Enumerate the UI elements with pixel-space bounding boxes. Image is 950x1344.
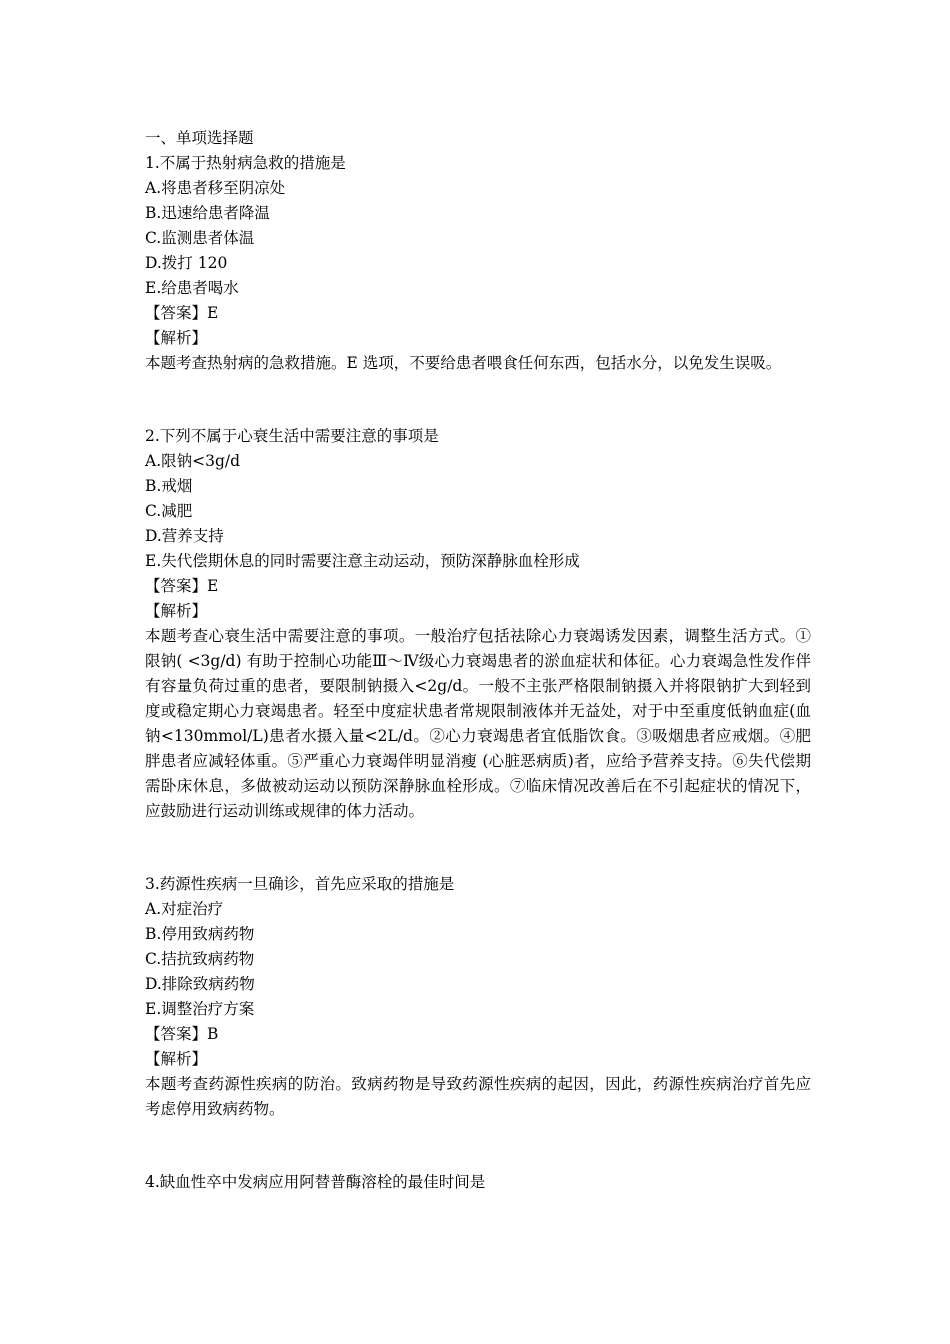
option-b: B.戒烟 [145,477,193,495]
option-c: C.拮抗致病药物 [145,950,255,968]
analysis-text: 本题考查热射病的急救措施。E 选项，不要给患者喂食任何东西，包括水分，以免发生误吸。 [145,354,782,372]
option-c: C.监测患者体温 [145,229,255,247]
question-stem: 4.缺血性卒中发病应用阿替普酶溶栓的最佳时间是 [145,1173,486,1191]
option-b: B.停用致病药物 [145,925,255,943]
question-stem: 2.下列不属于心衰生活中需要注意的事项是 [145,427,439,445]
section-title: 一、单项选择题 [145,129,254,147]
document-page [145,126,811,1195]
question-3 [145,872,811,1122]
analysis-text: 本题考查心衰生活中需要注意的事项。一般治疗包括祛除心力衰竭诱发因素，调整生活方式。①限钠( <3g/d) 有助于控制心功能Ⅲ～Ⅳ级心力衰竭患者的淤血症状和体征。心力衰竭急性发作伴有容量负荷过重的患者，要限制钠摄入<2g/d。一般不主张严格限制钠摄入并将限钠扩大到轻到度或稳定期心力衰竭患者。轻至中度症状患者常规限制液体并无益处，对于中至重度低钠血症(血钠<130mmol/L)患者水摄入量<2L/d。②心力衰竭患者宜低脂饮食。③吸烟患者应戒烟。④肥胖患者应减轻体重。⑤严重心力衰竭伴明显消瘦 (心脏恶病质)者，应给予营养支持。⑥失代偿期需卧床休息，多做被动运动以预防深静脉血栓形成。⑦临床情况改善后在不引起症状的情况下，应鼓励进行运动训练或规律的体力活动。 [145,627,811,820]
option-c: C.减肥 [145,502,193,520]
analysis-label: 【解析】 [145,329,208,347]
option-d: D.排除致病药物 [145,975,255,993]
answer: 【答案】E [145,577,219,595]
spacer [145,824,811,872]
spacer [145,376,811,424]
option-a: A.将患者移至阴凉处 [145,179,286,197]
analysis-label: 【解析】 [145,1050,208,1068]
option-a: A.对症治疗 [145,900,224,918]
question-4 [145,1170,811,1195]
analysis-label: 【解析】 [145,602,208,620]
option-e: E.失代偿期休息的同时需要注意主动运动，预防深静脉血栓形成 [145,552,580,570]
spacer [145,1122,811,1170]
option-e: E.给患者喝水 [145,279,239,297]
option-b: B.迅速给患者降温 [145,204,270,222]
question-stem: 3.药源性疾病一旦确诊，首先应采取的措施是 [145,875,455,893]
option-d: D.拨打 120 [145,254,228,272]
option-e: E.调整治疗方案 [145,1000,255,1018]
answer: 【答案】E [145,304,219,322]
question-stem: 1.不属于热射病急救的措施是 [145,154,346,172]
analysis-text: 本题考查药源性疾病的防治。致病药物是导致药源性疾病的起因，因此，药源性疾病治疗首先应考虑停用致病药物。 [145,1075,811,1118]
option-a: A.限钠<3g/d [145,452,241,470]
option-d: D.营养支持 [145,527,224,545]
question-2 [145,424,811,824]
answer: 【答案】B [145,1025,219,1043]
question-1 [145,151,811,376]
